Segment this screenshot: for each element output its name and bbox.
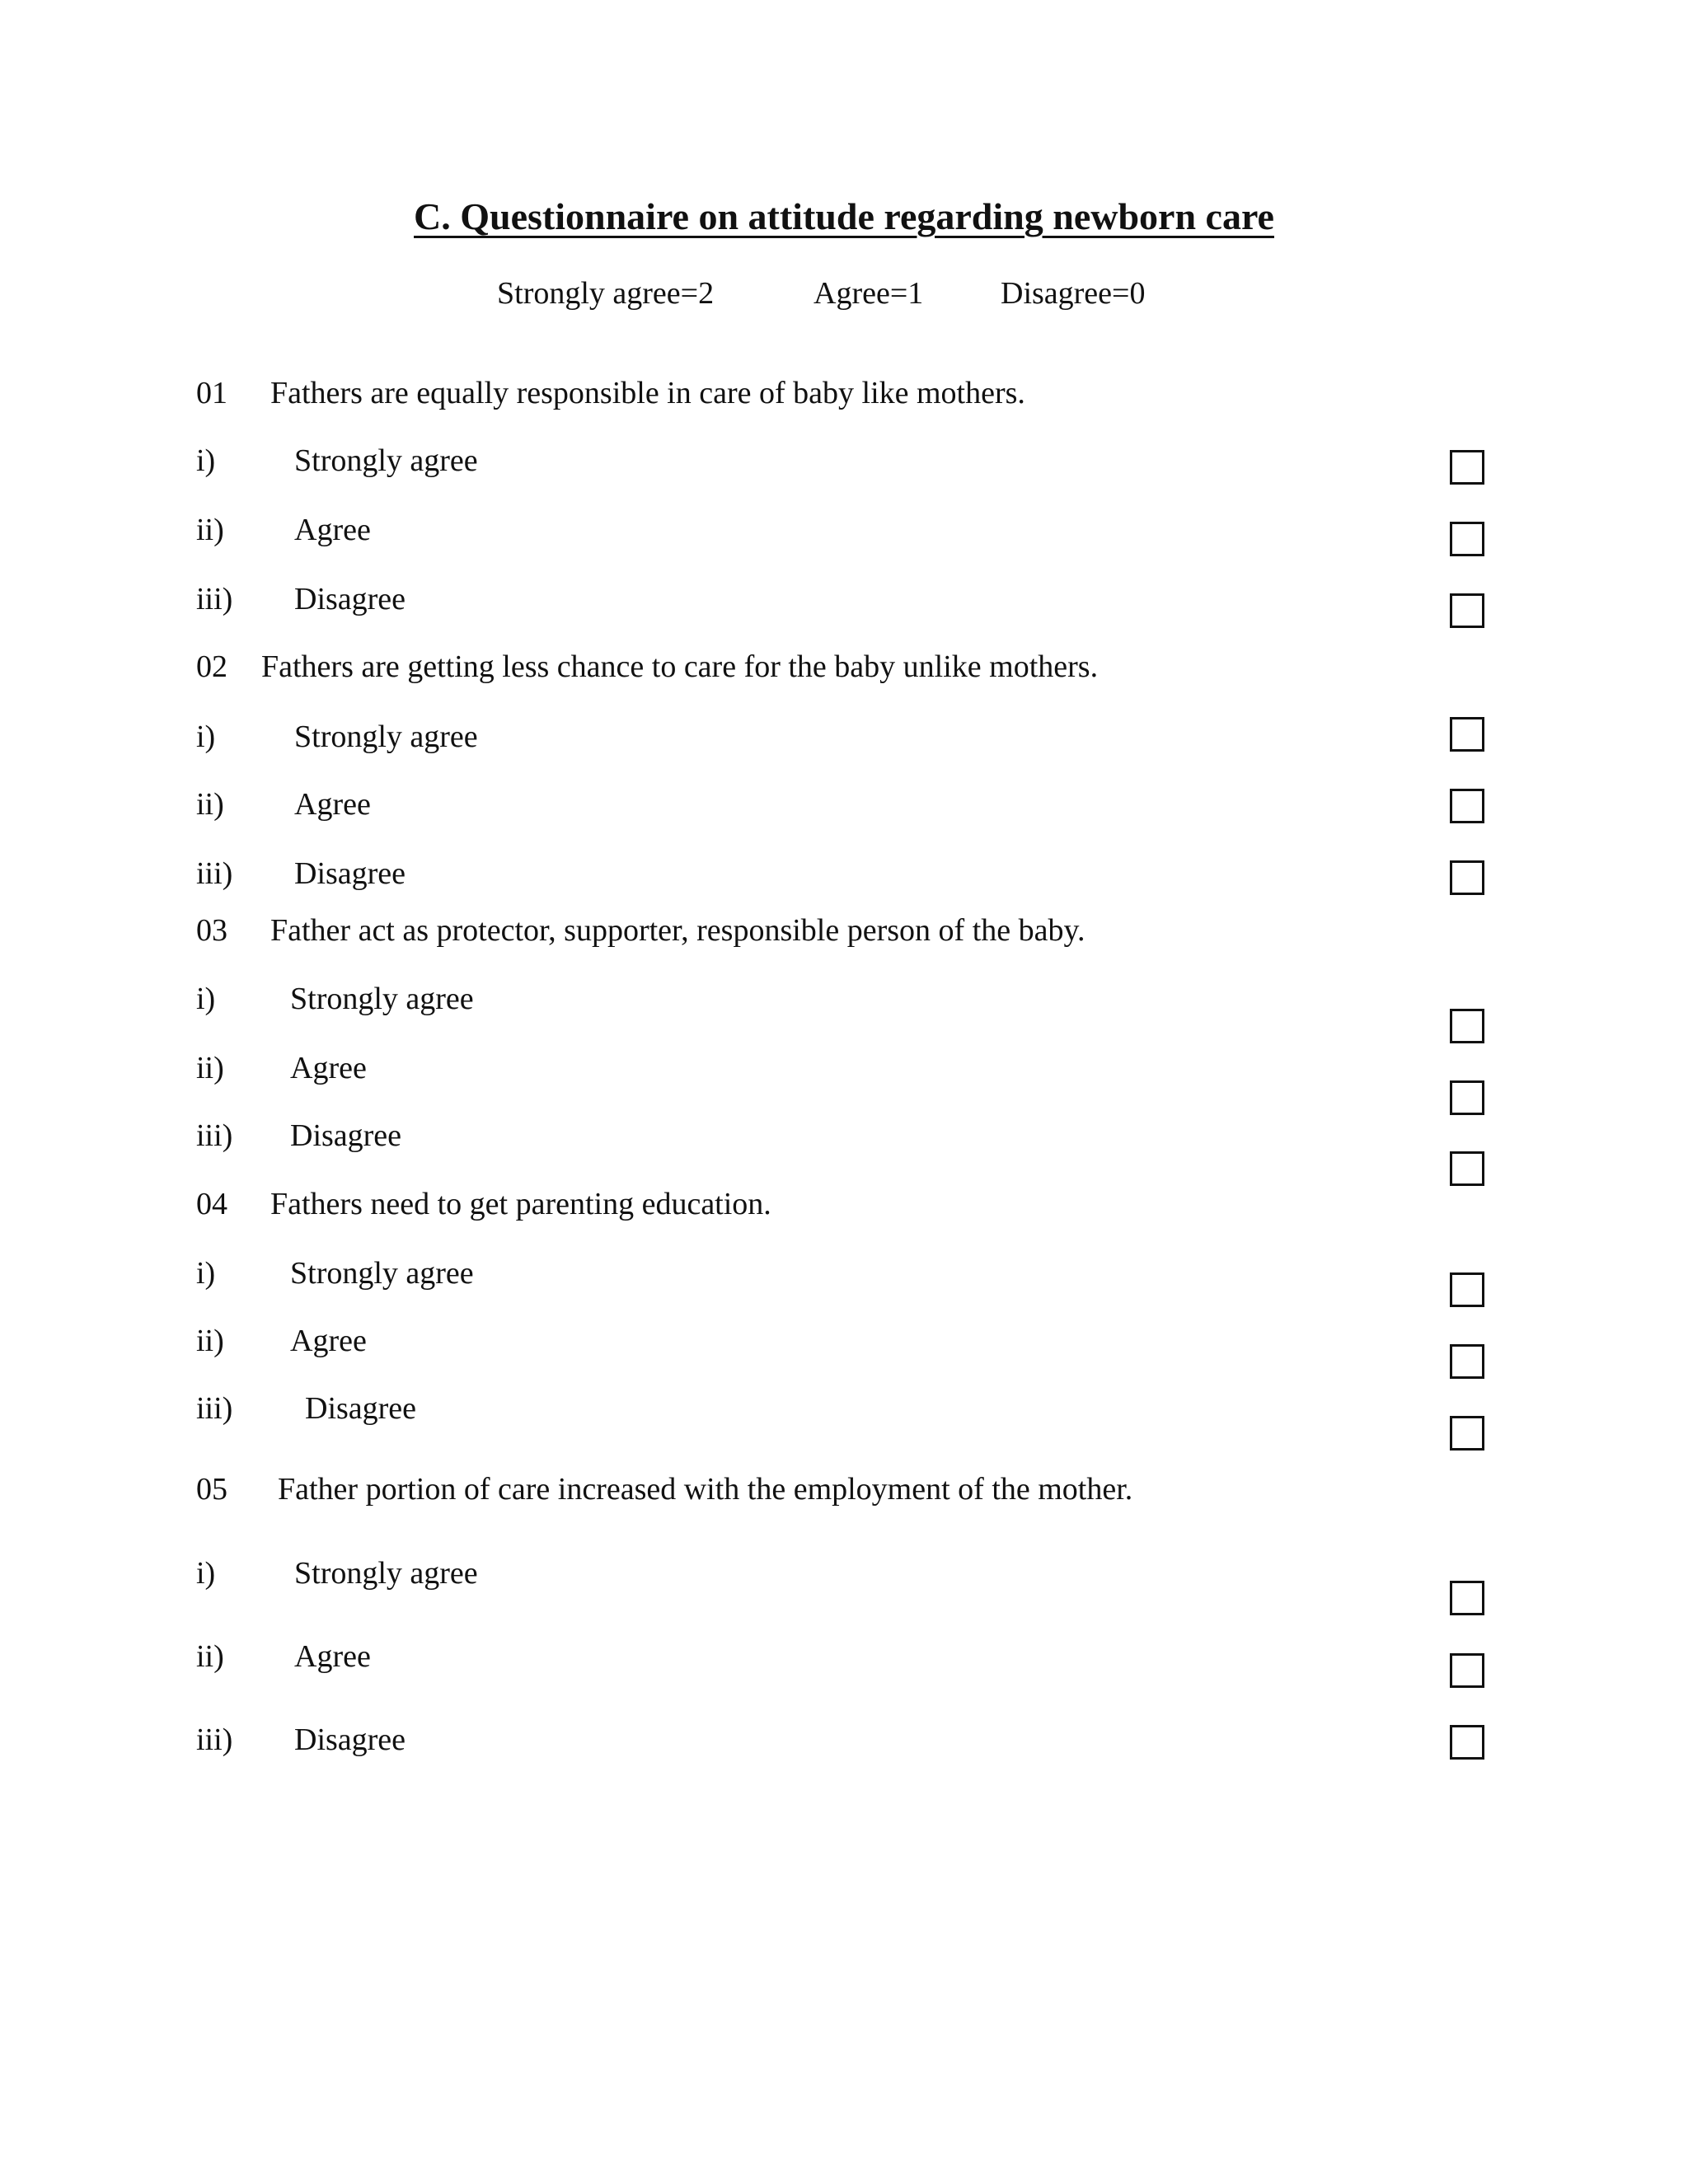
checkbox[interactable] — [1450, 1272, 1484, 1307]
option-label: Strongly agree — [294, 719, 478, 754]
option-number: iii) — [196, 856, 233, 891]
option-label: Agree — [294, 513, 371, 547]
question-number: 05 — [196, 1472, 227, 1507]
checkbox[interactable] — [1450, 1080, 1484, 1115]
option-label: Agree — [290, 1324, 367, 1358]
option-label: Agree — [294, 787, 371, 822]
option-number: ii) — [196, 1324, 224, 1358]
question-text: Father act as protector, supporter, responsible person of the baby. — [270, 913, 1085, 948]
question-number: 03 — [196, 913, 227, 948]
option-number: i) — [196, 443, 216, 478]
scale-disagree: Disagree=0 — [1001, 276, 1146, 311]
option-number: i) — [196, 982, 216, 1016]
question-text: Father portion of care increased with the employment of the mother. — [278, 1472, 1133, 1507]
option-label: Strongly agree — [290, 982, 474, 1016]
option-number: iii) — [196, 582, 233, 616]
checkbox[interactable] — [1450, 450, 1484, 485]
option-label: Disagree — [294, 582, 406, 616]
question-number: 02 — [196, 649, 227, 684]
option-label: Strongly agree — [294, 443, 478, 478]
option-label: Agree — [290, 1051, 367, 1085]
option-number: iii) — [196, 1722, 233, 1757]
option-number: i) — [196, 719, 216, 754]
option-label: Disagree — [294, 1722, 406, 1757]
question-text: Fathers are getting less chance to care for the baby unlike mothers. — [261, 649, 1099, 684]
option-label: Strongly agree — [294, 1556, 478, 1591]
option-number: iii) — [196, 1391, 233, 1426]
option-label: Disagree — [290, 1118, 402, 1153]
option-label: Disagree — [305, 1391, 417, 1426]
scale-strongly-agree: Strongly agree=2 — [497, 276, 715, 311]
option-number: i) — [196, 1256, 216, 1291]
option-number: iii) — [196, 1118, 233, 1153]
question-number: 01 — [196, 376, 227, 410]
checkbox[interactable] — [1450, 522, 1484, 556]
option-label: Agree — [294, 1639, 371, 1674]
option-label: Disagree — [294, 856, 406, 891]
checkbox[interactable] — [1450, 1151, 1484, 1186]
question-text: Fathers need to get parenting education. — [270, 1187, 771, 1221]
checkbox[interactable] — [1450, 593, 1484, 628]
checkbox[interactable] — [1450, 1344, 1484, 1379]
page-title: C. Questionnaire on attitude regarding newborn care — [414, 195, 1274, 237]
checkbox[interactable] — [1450, 1653, 1484, 1688]
option-number: ii) — [196, 1639, 224, 1674]
checkbox[interactable] — [1450, 1416, 1484, 1451]
option-number: i) — [196, 1556, 216, 1591]
option-number: ii) — [196, 513, 224, 547]
checkbox[interactable] — [1450, 1009, 1484, 1043]
checkbox[interactable] — [1450, 1581, 1484, 1615]
option-label: Strongly agree — [290, 1256, 474, 1291]
checkbox[interactable] — [1450, 1725, 1484, 1760]
checkbox[interactable] — [1450, 717, 1484, 752]
option-number: ii) — [196, 1051, 224, 1085]
question-number: 04 — [196, 1187, 227, 1221]
checkbox[interactable] — [1450, 789, 1484, 823]
scale-agree: Agree=1 — [814, 276, 924, 311]
question-text: Fathers are equally responsible in care of baby like mothers. — [270, 376, 1025, 410]
checkbox[interactable] — [1450, 860, 1484, 895]
option-number: ii) — [196, 787, 224, 822]
